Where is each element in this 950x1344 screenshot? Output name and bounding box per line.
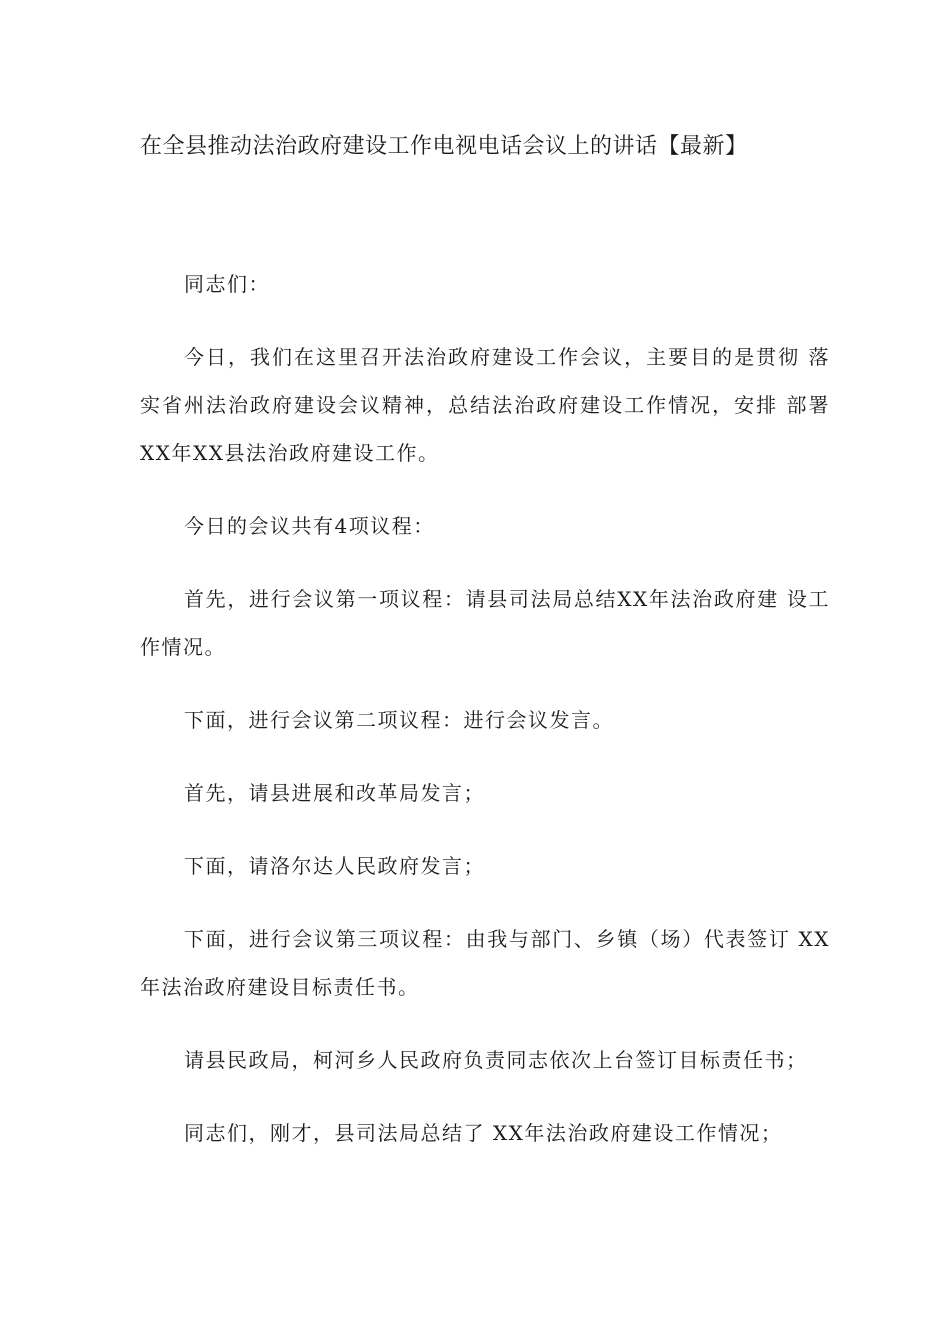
document-body: [140, 260, 830, 1157]
paragraph-agenda-2: 下面，进行会议第二项议程：进行会议发言。: [184, 708, 614, 732]
paragraph-agenda-1: 首先，进行会议第一项议程：请县司法局总结XX年法治政府建 设工作情况。: [140, 587, 830, 659]
paragraph-agenda-count: 今日的会议共有4项议程：: [184, 514, 435, 538]
document-title: 在全县推动法治政府建设工作电视电话会议上的讲话【最新】: [140, 134, 748, 159]
paragraph-speech-2: 下面，请洛尔达人民政府发言；: [184, 854, 485, 878]
paragraph-speech-1: 首先，请县进展和改革局发言；: [184, 781, 485, 805]
paragraph-signing: 请县民政局，柯河乡人民政府负责同志依次上台签订目标责任书；: [184, 1048, 808, 1072]
paragraph-summary: 同志们，刚才，县司法局总结了 XX年法治政府建设工作情况；: [184, 1121, 783, 1145]
paragraph-agenda-3: 下面，进行会议第三项议程：由我与部门、乡镇（场）代表签订 XX年法治政府建设目标责任书。: [140, 927, 830, 999]
paragraph-greeting: 同志们：: [184, 272, 270, 296]
paragraph-intro: 今日，我们在这里召开法治政府建设工作会议，主要目的是贯彻 落实省州法治政府建设会议精神，总结法治政府建设工作情况，安排 部署XX年XX县法治政府建设工作。: [140, 345, 830, 465]
